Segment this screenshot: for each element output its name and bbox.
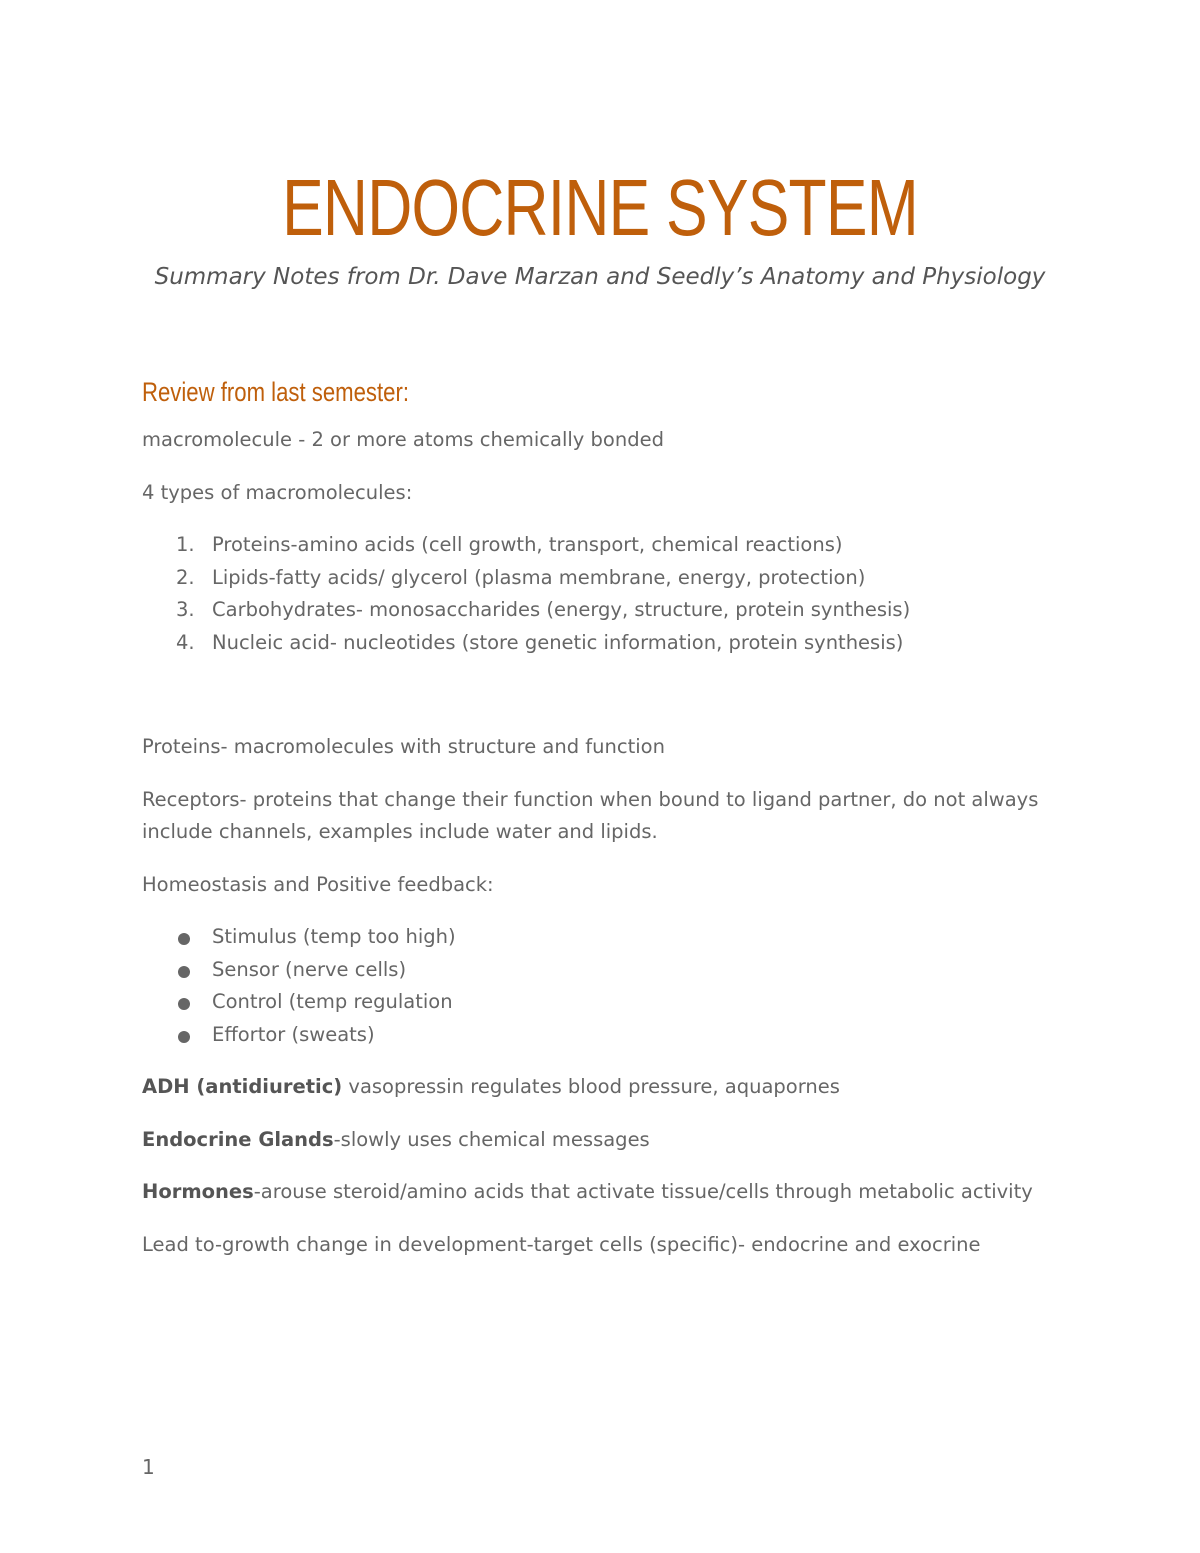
list-item-text: Carbohydrates- monosaccharides (energy, structure, protein synthesis) bbox=[212, 598, 911, 621]
list-item bbox=[142, 627, 1062, 660]
glands-term: Endocrine Glands bbox=[142, 1127, 334, 1151]
list-item-text: Effortor (sweats) bbox=[212, 1022, 375, 1046]
list-number: 4. bbox=[176, 630, 195, 654]
glands-paragraph bbox=[142, 1124, 1062, 1157]
proteins-definition: Proteins- macromolecules with structure and function bbox=[142, 735, 665, 758]
list-item-text: Control (temp regulation bbox=[212, 990, 453, 1013]
list-item-text: Lipids-fatty acids/ glycerol (plasma membrane, energy, protection) bbox=[212, 565, 866, 589]
bullet-icon bbox=[178, 933, 190, 945]
adh-term: ADH (antidiuretic) bbox=[142, 1075, 343, 1098]
list-item-text: Nucleic acid- nucleotides (store genetic information, protein synthesis) bbox=[212, 630, 904, 654]
list-item-text: Sensor (nerve cells) bbox=[212, 957, 407, 981]
bullet-icon bbox=[178, 1031, 190, 1043]
types-intro: 4 types of macromolecules: bbox=[142, 480, 413, 504]
list-item bbox=[142, 529, 1062, 562]
bullet-icon bbox=[178, 998, 190, 1010]
homeostasis-intro: Homeostasis and Positive feedback: bbox=[142, 872, 494, 896]
list-item-text: Stimulus (temp too high) bbox=[212, 925, 456, 948]
page-number: 1 bbox=[142, 1455, 155, 1479]
section-heading: Review from last semester: bbox=[142, 377, 409, 407]
list-item bbox=[142, 921, 1062, 954]
list-item bbox=[142, 954, 1062, 987]
document-title: ENDOCRINE SYSTEM bbox=[282, 163, 918, 252]
document-subtitle: Summary Notes from Dr. Dave Marzan and Seedly’s Anatomy and Physiology bbox=[154, 264, 1046, 290]
hormones-term: Hormones bbox=[142, 1180, 254, 1203]
bullet-icon bbox=[178, 966, 190, 978]
list-item bbox=[142, 1019, 1062, 1052]
macromolecule-types-list bbox=[142, 529, 1062, 659]
receptors-definition: Receptors- proteins that change their function when bound to ligand partner, do not always include channels, examples include water and lipids. bbox=[142, 787, 1039, 843]
list-item-text: Proteins-amino acids (cell growth, transport, chemical reactions) bbox=[212, 533, 843, 556]
list-item bbox=[142, 594, 1062, 627]
feedback-steps-list bbox=[142, 921, 1062, 1051]
list-number: 2. bbox=[176, 565, 195, 589]
hormones-text: -arouse steroid/amino acids that activate tissue/cells through metabolic activity bbox=[253, 1180, 1033, 1203]
document-body bbox=[142, 372, 1062, 1281]
list-item bbox=[142, 986, 1062, 1019]
glands-text: -slowly uses chemical messages bbox=[333, 1127, 650, 1151]
list-number: 1. bbox=[176, 533, 195, 556]
lead-to-paragraph: Lead to-growth change in development-target cells (specific)- endocrine and exocrine bbox=[142, 1232, 981, 1256]
list-number: 3. bbox=[176, 598, 195, 621]
macromolecule-definition: macromolecule - 2 or more atoms chemically bonded bbox=[142, 428, 664, 451]
list-item bbox=[142, 562, 1062, 595]
adh-text: vasopressin regulates blood pressure, aquapornes bbox=[342, 1075, 840, 1098]
blank-space bbox=[142, 679, 1062, 731]
hormones-paragraph bbox=[142, 1176, 1062, 1209]
adh-paragraph bbox=[142, 1071, 1062, 1104]
